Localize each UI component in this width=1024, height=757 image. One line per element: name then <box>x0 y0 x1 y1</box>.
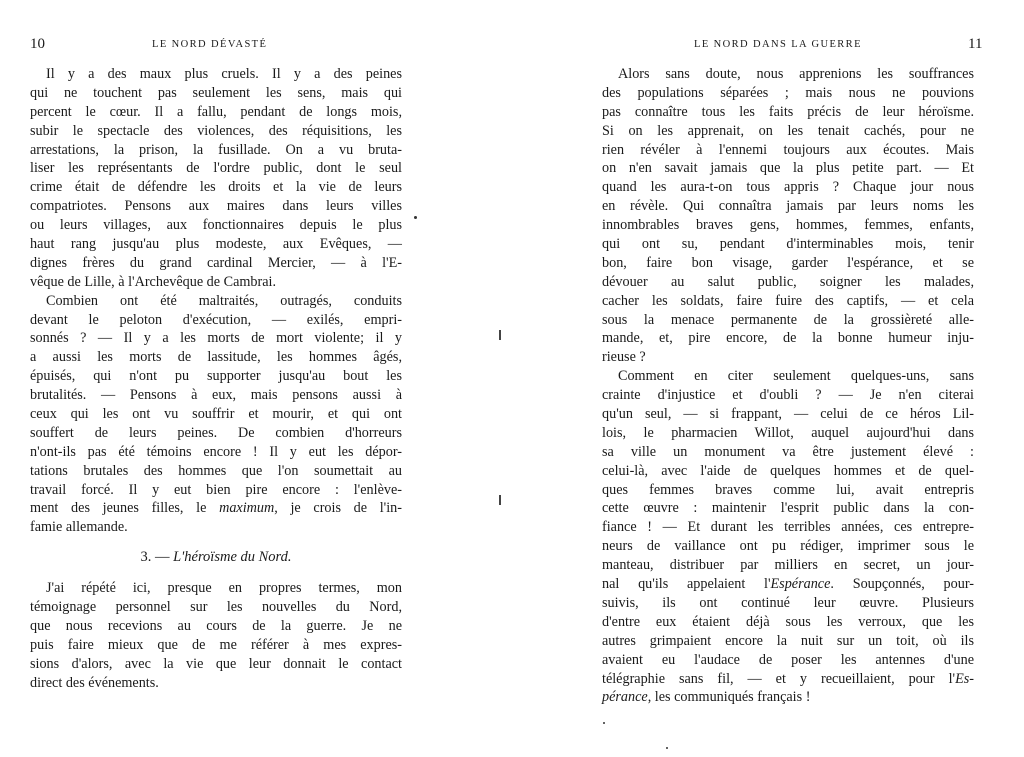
text-line: on n'en savait jamais que la plus petite part. — Et <box>602 160 974 177</box>
text-line: travail forcé. Il y eut bien pire encore : l'enlève- <box>30 481 402 498</box>
text-line: fiance ! — Et durant les terribles années, ces entrepre- <box>602 519 974 536</box>
left-paragraph-3 <box>30 579 402 692</box>
text-line: dévouer au salut public, soigner les malades, <box>602 273 974 290</box>
text-line: Il y a des maux plus cruels. Il y a des peines <box>46 66 402 82</box>
text-line-with-italic: nal qu'ils appelaient l'Espérance. Soupçonnés, pour- <box>602 576 975 593</box>
text-line: liser les représentants de l'ordre public, dont le seul <box>30 160 402 177</box>
text-line: cacher les soldats, faire fuire des captifs, — et cela <box>602 292 974 309</box>
right-page <box>512 0 1024 757</box>
text-line: témoignage personnel sur les nouvelles du Nord, <box>30 599 402 616</box>
text-line: d'entre eux étaient déjà sous les verroux, que les <box>602 613 974 630</box>
text-line: bon, faire bon visage, garder l'espérance, et se <box>602 254 974 271</box>
text-line: des populations séparées ; mais nous ne pouvions <box>602 84 974 101</box>
left-paragraph-1 <box>30 65 402 292</box>
right-page-header <box>512 36 1024 54</box>
print-speck <box>414 216 417 219</box>
text-line: ques femmes braves comme lui, avait entrepris <box>602 481 974 498</box>
text-line: celui-là, avec l'aide de quelques hommes et de quel- <box>602 462 974 479</box>
text-line: dignes frères du grand cardinal Mercier, — à l'E- <box>30 254 402 271</box>
text-line: avaient eu l'audace de poser les antennes d'une <box>602 651 974 668</box>
text-line: rien révéler à l'ennemi toujours aux écoutes. Mais <box>602 141 974 158</box>
text-line: qu'un seul, — si frappant, — celui de ce héros Lil- <box>602 406 974 423</box>
text-line: brutalités. — Pensons à eux, mais pensons aussi à <box>30 387 402 404</box>
text-line: arrestations, la prison, la fusillade. On a vu bruta- <box>30 141 402 158</box>
text-line: Alors sans doute, nous apprenions les souffrances <box>618 66 974 82</box>
right-page-number: 11 <box>968 36 983 52</box>
right-paragraph-2 <box>602 367 974 707</box>
text-line: cette œuvre : maintenir l'esprit public dans la con- <box>602 500 974 517</box>
right-paragraph-1 <box>602 65 974 367</box>
text-line: devant le peloton d'exécution, — exilés, empri- <box>30 311 402 328</box>
text-line: direct des événements. <box>30 674 159 691</box>
text-line: souffert de leurs peines. De combien d'horreurs <box>30 424 402 441</box>
text-line: Comment en citer seulement quelques-uns, sans <box>618 368 974 385</box>
text-line: sa ville un monument va être justement élevé : <box>602 443 974 460</box>
print-speck <box>603 722 605 724</box>
left-paragraph-2 <box>30 292 402 538</box>
text-line: que nous recevions au cours de la guerre. Je ne <box>30 618 402 635</box>
gutter-mark <box>499 330 501 340</box>
text-line: sous la menace permanente de la grossièreté alle- <box>602 311 974 328</box>
text-line: compatriotes. Pensons aux maires dans leurs villes <box>30 198 402 215</box>
text-line: famie allemande. <box>30 519 128 536</box>
right-page-text <box>602 65 974 707</box>
section-heading: 3. — L'héroïsme du Nord. <box>140 549 292 566</box>
text-line: percent le cœur. Il a fallu, pendant de longs mois, <box>30 103 402 120</box>
text-line: puis faire mieux que de me référer à mes expres- <box>30 636 402 653</box>
text-line: crime était de défendre les droits et la vie de leurs <box>30 179 402 196</box>
text-line: vêque de Lille, à l'Archevêque de Cambrai. <box>30 273 277 290</box>
text-line: tations brutales des hommes que l'on soumettait au <box>30 462 402 479</box>
print-speck <box>666 747 668 749</box>
text-line: qui ont su, pendant d'interminables mois, tenir <box>602 236 974 253</box>
text-line: crainte d'injustice et d'oubli ? — Je n'en citerai <box>602 387 974 404</box>
right-running-head: LE NORD DANS LA GUERRE <box>694 39 862 50</box>
text-line: rieuse ? <box>602 349 646 366</box>
text-line: mande, et, pire encore, de la bonne humeur inju- <box>602 330 974 347</box>
text-line: Combien ont été maltraités, outragés, conduits <box>46 292 402 309</box>
left-page-text <box>30 65 402 693</box>
text-line: a aussi les morts de lassitude, les hommes âgés, <box>30 349 402 366</box>
text-line: haut rang jusqu'au plus modeste, aux Evêques, — <box>30 236 402 253</box>
text-line: subir le spectacle des violences, des réquisitions, les <box>30 122 402 139</box>
text-line: en révèle. Qui connaîtra jamais par leurs noms les <box>602 198 974 215</box>
text-line: lois, le pharmacien Willot, auquel aujourd'hui dans <box>602 424 974 441</box>
text-line: quand les aura-t-on tous appris ? Chaque jour nous <box>602 179 974 196</box>
text-line: manteau, distribuer par milliers en secret, un jour- <box>602 557 974 574</box>
text-line-with-italic: télégraphie sans fil, — et y recueillaient, pour l'Es- <box>602 670 974 687</box>
text-line: qui ne touchent pas seulement les sens, mais qui <box>30 84 402 101</box>
gutter-mark <box>499 495 501 505</box>
text-line: n'ont-ils pas été témoins encore ! Il y eut les dépor- <box>30 443 402 460</box>
left-page-number: 10 <box>30 36 45 52</box>
text-line-with-italic: ment des jeunes filles, le maximum, je crois de l'in- <box>30 500 403 517</box>
text-line: pas connaître tous les faits précis de leur héroïsme. <box>602 103 974 120</box>
text-line: ou leurs villages, aux fonctionnaires depuis le plus <box>30 217 402 234</box>
text-line-with-italic: pérance, les communiqués français ! <box>602 689 811 706</box>
text-line: ceux qui les ont vu souffrir et mourir, et qui ont <box>30 406 402 423</box>
text-line: J'ai répété ici, presque en propres termes, mon <box>46 580 402 597</box>
text-line: innombrables braves gens, hommes, femmes, enfants, <box>602 217 974 234</box>
text-line: sions d'alors, avec la vie que leur donnait le contact <box>30 655 402 672</box>
text-line: neurs de vaillance ont pu rédiger, imprimer sous le <box>602 538 974 555</box>
text-line: Si on les apprenait, on les tenait cachés, pour ne <box>602 122 974 139</box>
text-line: sonnés ? — Il y a les morts de mort violente; il y <box>30 330 402 347</box>
text-line: autres grimpaient encore la nuit sur un toit, où ils <box>602 632 974 649</box>
text-line: suivis, ils ont continué leur œuvre. Plusieurs <box>602 594 974 611</box>
left-running-head: LE NORD DÉVASTÉ <box>152 39 268 50</box>
text-line: épuisés, qui n'ont pu supporter jusqu'au bout les <box>30 368 402 385</box>
left-page-header <box>0 36 512 54</box>
